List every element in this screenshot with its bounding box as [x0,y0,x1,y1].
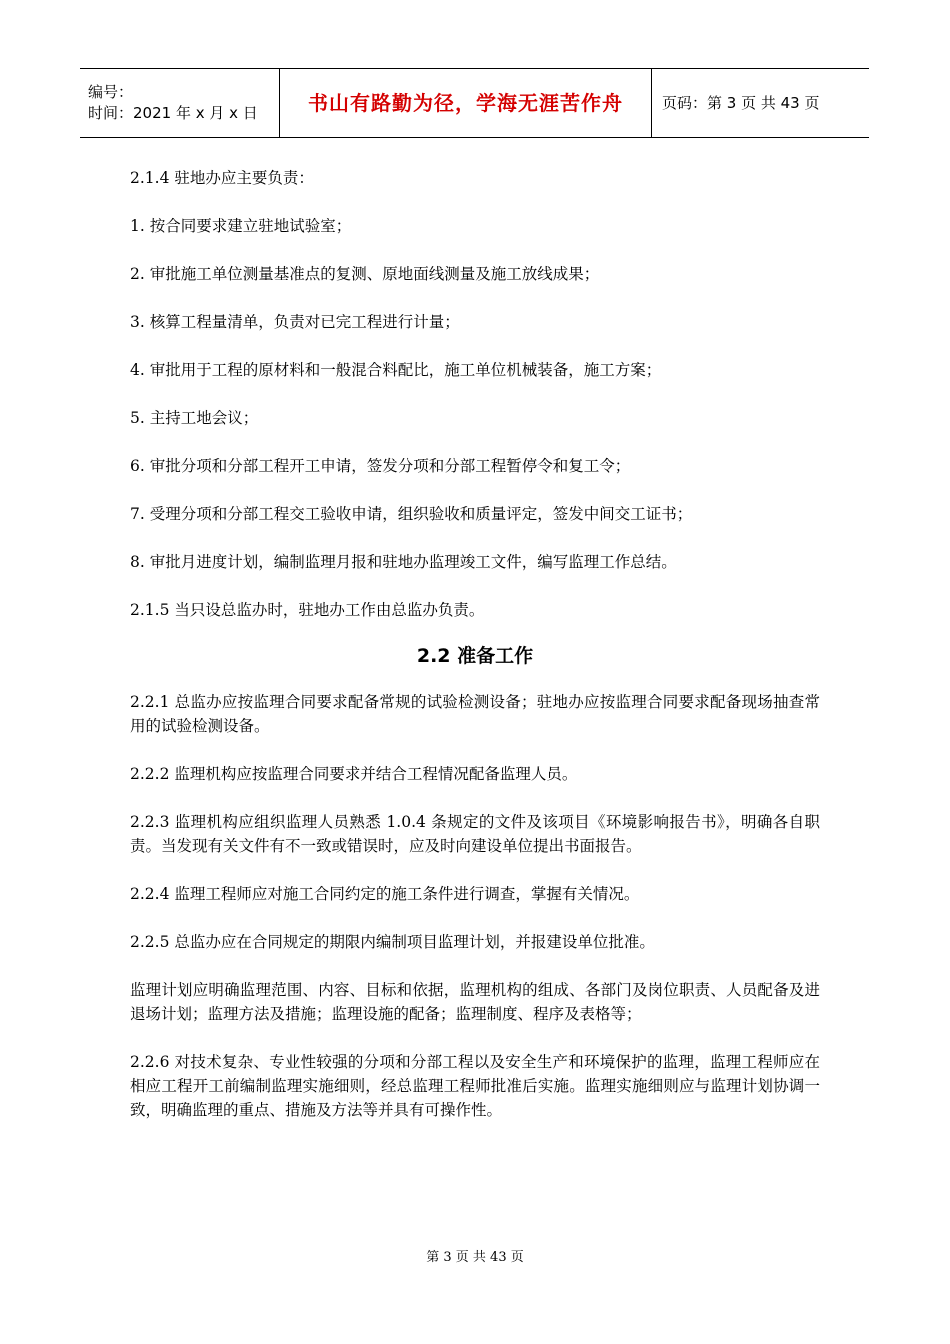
list-item: 7. 受理分项和分部工程交工验收申请，组织验收和质量评定，签发中间交工证书； [130,505,693,523]
list-item: 5. 主持工地会议； [130,409,259,427]
paragraph: 2.2.2 监理机构应按监理合同要求并结合工程情况配备监理人员。 [130,765,578,783]
list-item: 2. 审批施工单位测量基准点的复测、原地面线测量及施工放线成果； [130,265,600,283]
list-item: 8. 审批月进度计划，编制监理月报和驻地办监理竣工文件，编写监理工作总结。 [130,553,677,571]
list-item: 6. 审批分项和分部工程开工申请，签发分项和分部工程暂停令和复工令； [130,457,631,475]
document-body [130,166,820,1146]
page-footer: 第 3 页 共 43 页 [426,1250,524,1265]
paragraph: 2.2.5 总监办应在合同规定的期限内编制项目监理计划，并报建设单位批准。 [130,933,655,951]
paragraph: 2.2.4 监理工程师应对施工合同约定的施工条件进行调查，掌握有关情况。 [130,885,640,903]
list-item: 3. 核算工程量清单，负责对已完工程进行计量； [130,313,460,331]
page-header [80,68,869,138]
header-page-cell [652,69,869,137]
list-item: 1. 按合同要求建立驻地试验室； [130,217,352,235]
paragraph: 2.1.5 当只设总监办时，驻地办工作由总监办负责。 [130,601,485,619]
section-heading: 2.2 准备工作 [416,645,534,667]
header-meta-cell [80,69,280,137]
header-motto: 书山有路勤为径，学海无涯苦作舟 [308,90,623,115]
header-motto-cell [280,69,652,137]
paragraph: 2.2.6 对技术复杂、专业性较强的分项和分部工程以及安全生产和环境保护的监理，监理工程师应在相应工程开工前编制监理实施细则，经总监理工程师批准后实施。监理实施细则应与监理计划协调一致，明确监理的重点、措施及方法等并具有可操作性。 [130,1053,820,1119]
list-item: 4. 审批用于工程的原材料和一般混合料配比，施工单位机械装备，施工方案； [130,361,662,379]
paragraph: 2.1.4 驻地办应主要负责： [130,169,314,187]
paragraph: 监理计划应明确监理范围、内容、目标和依据，监理机构的组成、各部门及岗位职责、人员配备及进退场计划；监理方法及措施；监理设施的配备；监理制度、程序及表格等； [130,981,820,1023]
document-code-label: 编号： [88,83,134,101]
document-date: 时间：2021 年 x 月 x 日 [88,104,258,122]
paragraph: 2.2.1 总监办应按监理合同要求配备常规的试验检测设备；驻地办应按监理合同要求配备现场抽查常用的试验检测设备。 [130,693,820,735]
paragraph: 2.2.3 监理机构应组织监理人员熟悉 1.0.4 条规定的文件及该项目《环境影响报告书》，明确各自职责。当发现有关文件有不一致或错误时，应及时向建设单位提出书面报告。 [130,813,820,855]
header-page-number: 页码：第 3 页 共 43 页 [662,93,820,112]
